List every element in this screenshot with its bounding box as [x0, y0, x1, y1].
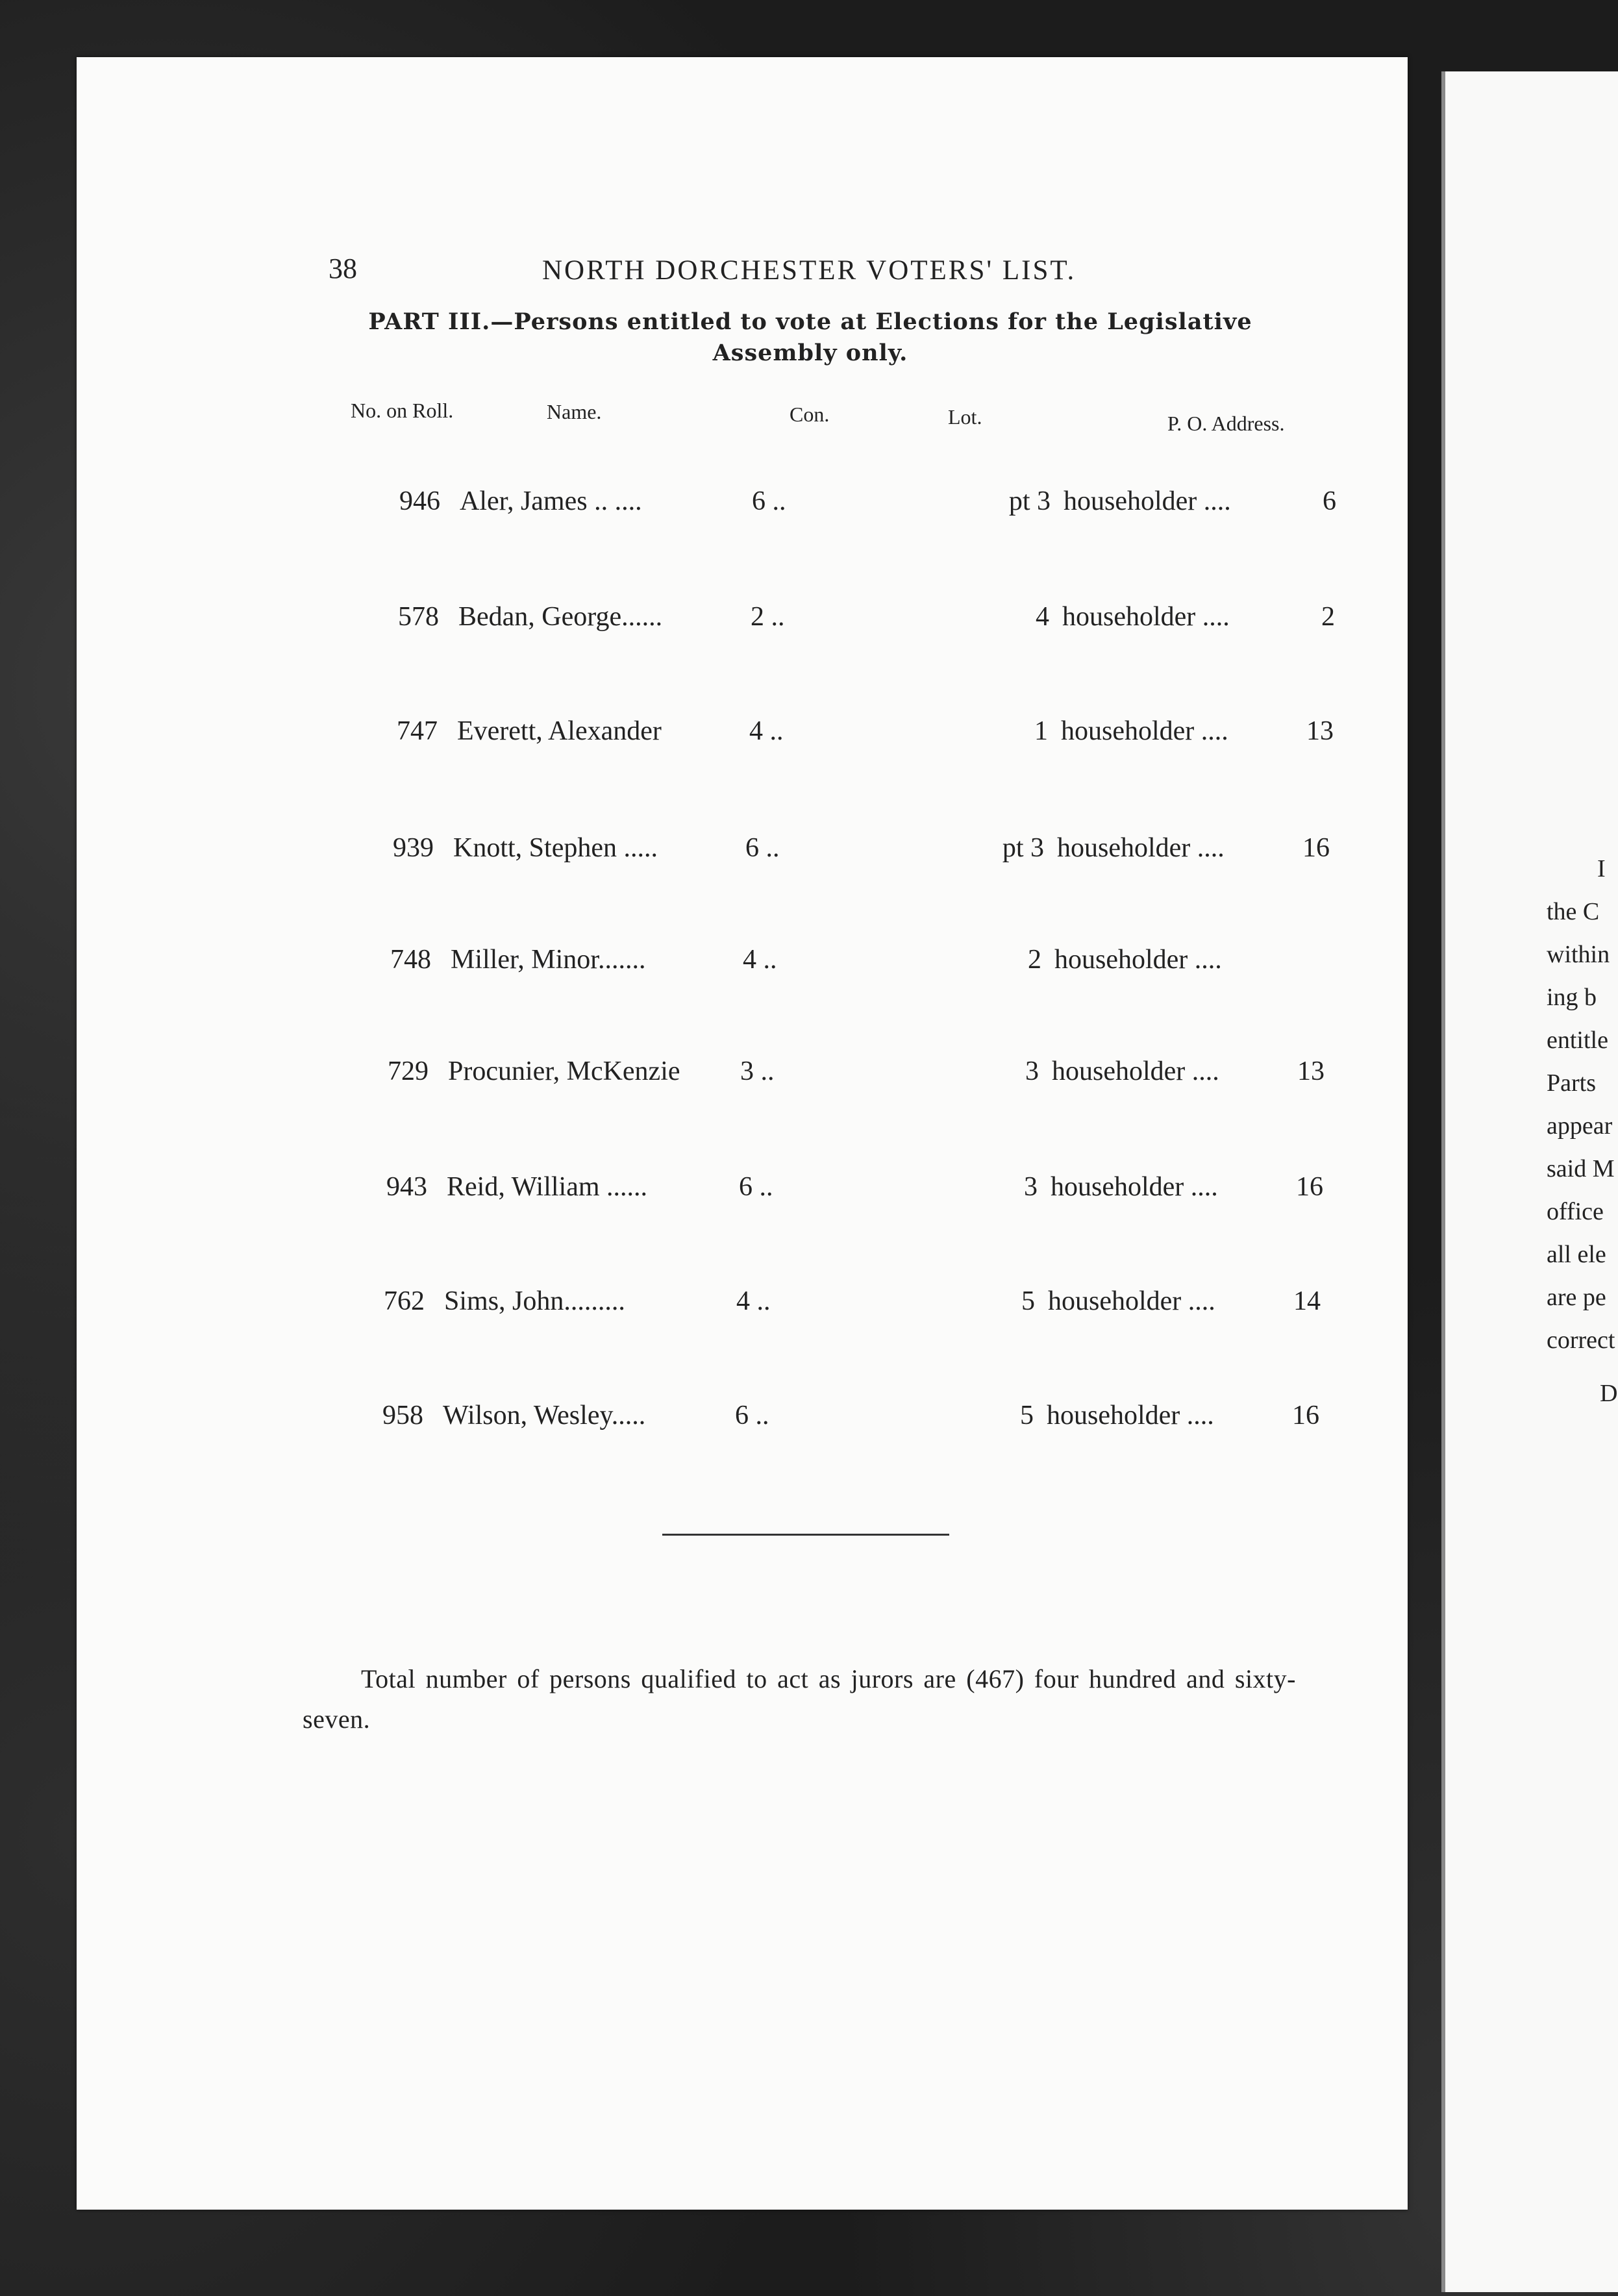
lot-number: pt 3 [1002, 833, 1044, 863]
po-address: householder .... [1052, 1056, 1219, 1086]
po-address: householder .... [1051, 1172, 1218, 1202]
lot-number: 5 [1021, 1286, 1035, 1316]
column-header-roll: No. on Roll. [351, 399, 454, 422]
division-number: 13 [1297, 1056, 1325, 1086]
lot-number: 5 [1020, 1401, 1034, 1430]
voter-name: Reid, William ...... [447, 1172, 648, 1202]
roll-number: 729 [388, 1056, 429, 1086]
table-row [388, 486, 1362, 525]
concession: 4 .. [749, 716, 784, 746]
part-heading-line-1: PART III.—Persons entitled to vote at Elections for the Legislative [368, 308, 1252, 335]
facing-page-line: the C [1547, 898, 1600, 925]
facing-page-line: are pe [1547, 1284, 1606, 1311]
voter-name: Miller, Minor....... [451, 945, 646, 975]
table-row [375, 1171, 1349, 1210]
column-header-lot: Lot. [948, 405, 982, 429]
document-page [77, 57, 1408, 2210]
lot-number: 1 [1034, 716, 1048, 746]
lot-number: 2 [1028, 945, 1041, 975]
column-header-con: Con. [790, 403, 830, 426]
po-address: householder .... [1064, 486, 1231, 516]
facing-page-line: ing b [1547, 984, 1597, 1011]
voter-name: Wilson, Wesley..... [443, 1401, 646, 1430]
voter-name: Procunier, McKenzie [448, 1056, 680, 1086]
table-row [386, 716, 1360, 755]
concession: 2 .. [751, 602, 785, 632]
concession: 6 .. [752, 486, 786, 516]
concession: 6 .. [735, 1401, 769, 1430]
facing-page-line: Parts [1547, 1069, 1596, 1097]
facing-page-line: all ele [1547, 1241, 1606, 1268]
table-row [379, 944, 1353, 983]
facing-page-line: office [1547, 1198, 1604, 1225]
roll-number: 748 [390, 945, 431, 975]
table-row [382, 832, 1356, 871]
facing-page-line: I [1597, 855, 1606, 882]
running-title: NORTH DORCHESTER VOTERS' LIST. [542, 255, 1077, 286]
po-address: householder .... [1054, 945, 1222, 975]
page-number: 38 [329, 253, 357, 284]
roll-number: 939 [393, 833, 434, 863]
lot-number: 4 [1036, 602, 1049, 632]
section-divider [662, 1534, 949, 1536]
voter-name: Knott, Stephen ..... [453, 833, 658, 863]
division-number: 16 [1296, 1172, 1323, 1202]
division-number: 14 [1293, 1286, 1321, 1316]
lot-number: 3 [1025, 1056, 1039, 1086]
voter-name: Aler, James .. .... [460, 486, 642, 516]
table-row [373, 1286, 1347, 1325]
table-row [371, 1400, 1345, 1439]
table-row [377, 1056, 1350, 1095]
po-address: householder .... [1047, 1401, 1214, 1430]
table-row [387, 601, 1361, 640]
division-number: 16 [1292, 1401, 1319, 1430]
column-header-address: P. O. Address. [1167, 412, 1285, 435]
roll-number: 762 [384, 1286, 425, 1316]
lot-number: 3 [1024, 1172, 1038, 1202]
voter-name: Everett, Alexander [457, 716, 662, 746]
po-address: householder .... [1057, 833, 1225, 863]
division-number: 13 [1306, 716, 1334, 746]
roll-number: 958 [382, 1401, 423, 1430]
lot-number: pt 3 [1008, 486, 1051, 516]
part-heading-line-2: Assembly only. [712, 340, 908, 366]
facing-page-line: said M [1547, 1155, 1615, 1182]
facing-page-line: within [1547, 941, 1610, 968]
roll-number: 943 [386, 1172, 427, 1202]
facing-page-line: D [1600, 1380, 1618, 1407]
po-address: householder .... [1048, 1286, 1215, 1316]
division-number: 2 [1321, 602, 1335, 632]
division-number: 16 [1302, 833, 1330, 863]
column-header-name: Name. [547, 400, 602, 423]
po-address: householder .... [1061, 716, 1228, 746]
voter-name: Sims, John......... [444, 1286, 625, 1316]
part-heading [336, 306, 1284, 369]
jurors-total-note: Total number of persons qualified to act as jurors are (467) four hundred and sixty-seven. [303, 1664, 1296, 1734]
concession: 4 .. [743, 945, 777, 975]
voter-name: Bedan, George...... [458, 602, 663, 632]
division-number: 6 [1323, 486, 1336, 516]
facing-page [1441, 71, 1618, 2292]
concession: 6 .. [739, 1172, 773, 1202]
roll-number: 578 [398, 602, 439, 632]
concession: 6 .. [745, 833, 780, 863]
po-address: householder .... [1062, 602, 1230, 632]
concession: 4 .. [736, 1286, 771, 1316]
facing-page-text [1547, 847, 1617, 1415]
facing-page-line: appear [1547, 1112, 1613, 1140]
facing-page-line: correct [1547, 1327, 1615, 1354]
facing-page-line: entitle [1547, 1027, 1608, 1054]
concession: 3 .. [740, 1056, 775, 1086]
roll-number: 747 [397, 716, 438, 746]
roll-number: 946 [399, 486, 440, 516]
